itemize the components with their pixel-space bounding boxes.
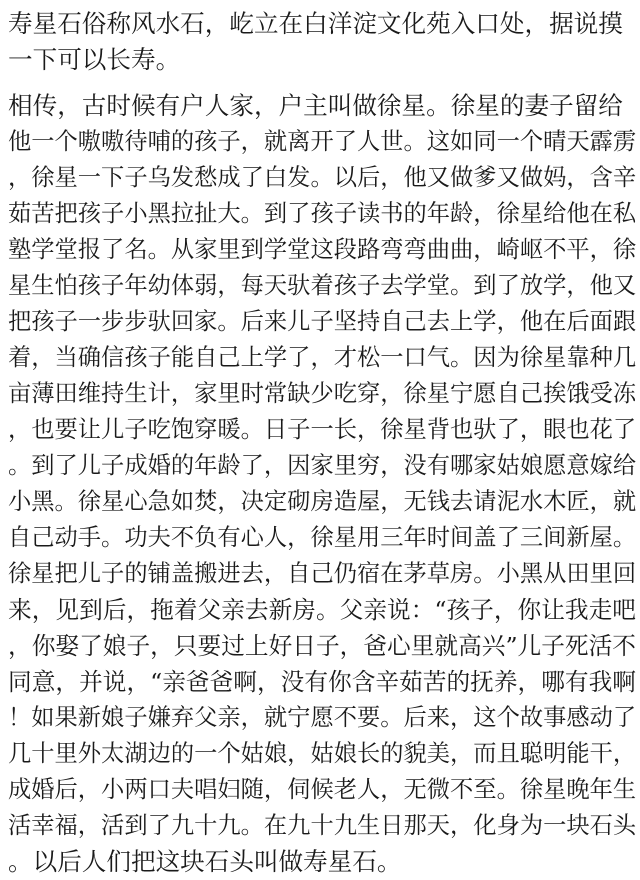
text-line: 把孩子一步步驮回家。后来儿子坚持自己去上学，他在后面跟 xyxy=(8,308,637,335)
text-line: 。以后人们把这块石头叫做寿星石。 xyxy=(8,847,402,876)
text-line: ！如果新娘子嫌弃父亲，就宁愿不要。后来，这个故事感动了 xyxy=(8,704,637,731)
text-line: 相传，古时候有户人家，户主叫做徐星。徐星的妻子留给 xyxy=(8,91,623,120)
text-line: 自己动手。功夫不负有心人，徐星用三年时间盖了三间新屋。 xyxy=(8,524,637,551)
text-line: 一下可以长寿。 xyxy=(8,45,181,74)
text-line: 寿星石俗称风水石，屹立在白洋淀文化苑入口处，据说摸 xyxy=(8,9,623,38)
text-line: 塾学堂报了名。从家里到学堂这段路弯弯曲曲，崎岖不平，徐 xyxy=(8,236,637,263)
text-line: 来，见到后，拖着父亲去新房。父亲说：“孩子，你让我走吧 xyxy=(8,596,636,624)
text-line: 成婚后，小两口夫唱妇随，伺候老人，无微不至。徐星晚年生 xyxy=(8,776,637,803)
text-line: 星生怕孩子年幼体弱，每天驮着孩子去学堂。到了放学，他又 xyxy=(8,272,637,299)
text-line: 活幸福，活到了九十九。在九十九生日那天，化身为一块石头 xyxy=(8,812,637,839)
text-line: ，徐星一下子乌发愁成了白发。以后，他又做爹又做妈，含辛 xyxy=(8,164,637,191)
text-line: 徐星把儿子的铺盖搬进去，自己仍宿在茅草房。小黑从田里回 xyxy=(8,560,637,587)
text-line: 同意，并说，“亲爸爸啊，没有你含辛茹苦的抚养，哪有我啊 xyxy=(8,668,636,696)
text-line: 茹苦把孩子小黑拉扯大。到了孩子读书的年龄，徐星给他在私 xyxy=(8,200,637,227)
text-line: 。到了儿子成婚的年龄了，因家里穷，没有哪家姑娘愿意嫁给 xyxy=(8,452,637,479)
text-line: ，你娶了娘子，只要过上好日子，爸心里就高兴”儿子死活不 xyxy=(8,632,636,660)
text-line: 几十里外太湖边的一个姑娘，姑娘长的貌美，而且聪明能干， xyxy=(8,740,637,767)
text-line: 着，当确信孩子能自己上学了，才松一口气。因为徐星靠种几 xyxy=(8,344,637,371)
text-line: 小黑。徐星心急如焚，决定砌房造屋，无钱去请泥水木匠，就 xyxy=(8,488,637,515)
text-line: 他一个嗷嗷待哺的孩子，就离开了人世。这如同一个晴天霹雳 xyxy=(8,128,637,155)
text-line: ，也要让儿子吃饱穿暖。日子一长，徐星背也驮了，眼也花了 xyxy=(8,416,637,443)
text-line: 亩薄田维持生计，家里时常缺少吃穿，徐星宁愿自己挨饿受冻 xyxy=(8,380,637,407)
